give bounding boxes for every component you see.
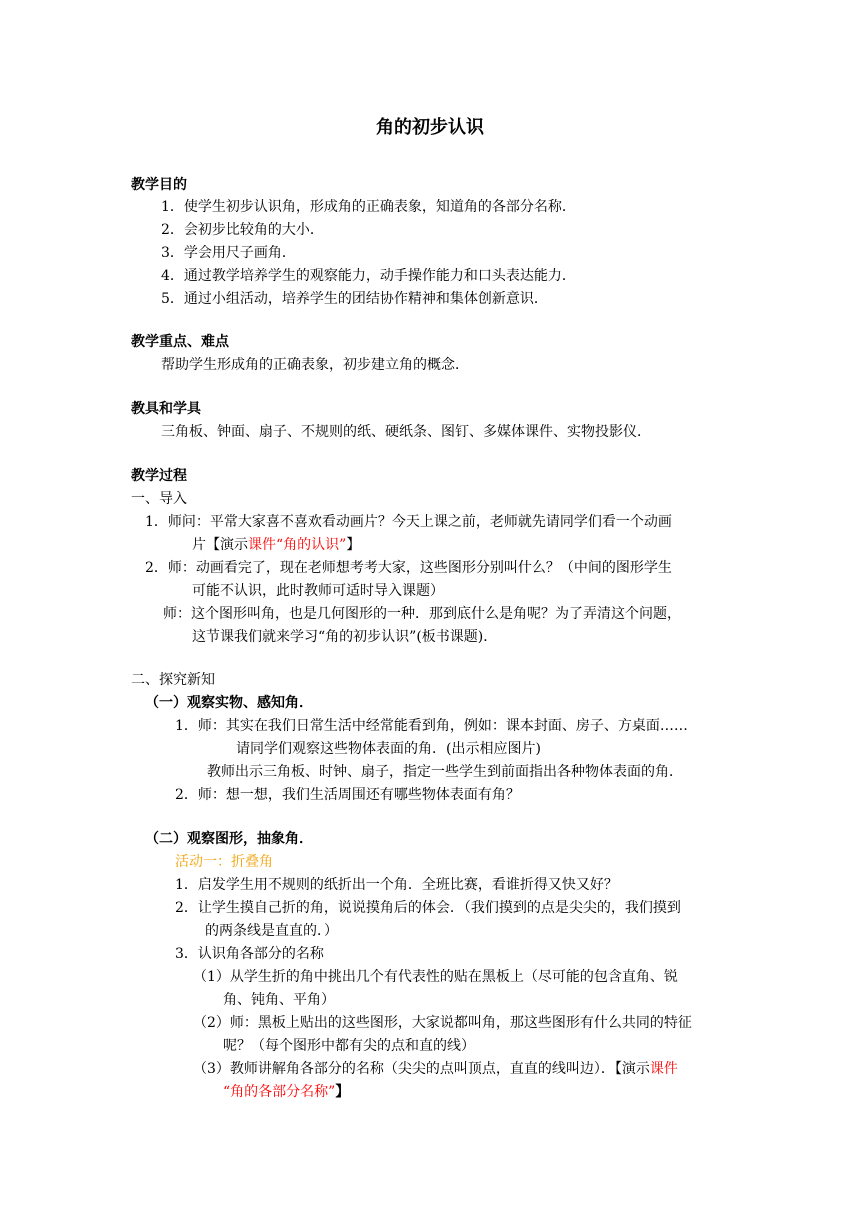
goals-heading: 教学目的 <box>131 177 187 193</box>
part1-line: 可能不认识，此时教师可适时导入课题） <box>192 583 444 599</box>
goal-item: 1．使学生初步认识角，形成角的正确表象，知道角的各部分名称． <box>161 199 576 215</box>
part1-line: 1．师问：平常大家喜不喜欢看动画片？今天上课之前，老师就先请同学们看一个动画 <box>145 514 672 530</box>
keypoints-heading: 教学重点、难点 <box>131 334 229 350</box>
section2-line: 1．启发学生用不规则的纸折出一个角．全班比赛，看谁折得又快又好？ <box>175 877 618 893</box>
section1-line: 1．师：其实在我们日常生活中经常能看到角，例如：课本封面、房子、方桌面…… <box>175 718 688 734</box>
part2-heading: 二、探究新知 <box>131 672 215 688</box>
goal-item: 2．会初步比较角的大小． <box>161 222 324 238</box>
activity-label: 活动一：折叠角 <box>175 854 273 870</box>
section2-subline: “角的各部分名称”】 <box>223 1084 350 1100</box>
section2-heading: （二）观察图形，抽象角． <box>145 831 313 847</box>
section1-line: 请同学们观察这些物体表面的角．(出示相应图片) <box>236 741 541 757</box>
section2-subline: （3）教师讲解角各部分的名称（尖尖的点叫顶点，直直的线叫边）．【演示课件 <box>193 1061 678 1077</box>
part1-line: 片【演示课件“角的认识”】 <box>192 537 361 553</box>
part1-line: 这节课我们就来学习“角的初步认识”(板书课题)． <box>192 629 498 645</box>
part1-heading: 一、导入 <box>131 491 187 507</box>
section2-subline: 角、钝角、平角） <box>223 992 335 1008</box>
section1-line: 教师出示三角板、时钟、扇子，指定一些学生到前面指出各种物体表面的角． <box>207 764 683 780</box>
section2-subline: 呢？（每个图形中都有尖的点和直的线） <box>223 1038 475 1054</box>
courseware-highlight: 课件 <box>649 1061 678 1077</box>
section2-line: 2．让学生摸自己折的角，说说摸角后的体会．（我们摸到的点是尖尖的，我们摸到 <box>175 900 681 916</box>
tools-text: 三角板、钟面、扇子、不规则的纸、硬纸条、图钉、多媒体课件、实物投影仪． <box>161 424 651 440</box>
courseware-highlight: 课件“角的认识” <box>248 537 347 553</box>
process-heading: 教学过程 <box>131 468 187 484</box>
keypoints-text: 帮助学生形成角的正确表象，初步建立角的概念． <box>161 357 469 373</box>
goal-item: 5．通过小组活动，培养学生的团结协作精神和集体创新意识． <box>161 291 548 307</box>
section2-line: 3．认识角各部分的名称 <box>175 946 324 962</box>
part1-line: 师：这个图形叫角，也是几何图形的一种．那到底什么是角呢？为了弄清这个问题， <box>163 606 681 622</box>
section1-line: 2．师：想一想，我们生活周围还有哪些物体表面有角？ <box>175 787 520 803</box>
section2-subline: （1）从学生折的角中挑出几个有代表性的贴在黑板上（尽可能的包含直角、锐 <box>193 969 678 985</box>
section2-subline: （2）师：黑板上贴出的这些图形，大家说都叫角，那这些图形有什么共同的特征 <box>193 1015 692 1031</box>
section1-heading: （一）观察实物、感知角． <box>145 695 313 711</box>
part1-line: 2．师：动画看完了，现在老师想考考大家，这些图形分别叫什么？（中间的图形学生 <box>145 560 672 576</box>
goal-item: 4．通过教学培养学生的观察能力，动手操作能力和口头表达能力． <box>161 268 576 284</box>
tools-heading: 教具和学具 <box>131 401 201 417</box>
document-title: 角的初步认识 <box>376 117 484 138</box>
courseware-highlight: “角的各部分名称” <box>223 1084 336 1100</box>
section2-line: 的两条线是直直的．） <box>205 923 338 939</box>
goal-item: 3．学会用尺子画角． <box>161 245 296 261</box>
